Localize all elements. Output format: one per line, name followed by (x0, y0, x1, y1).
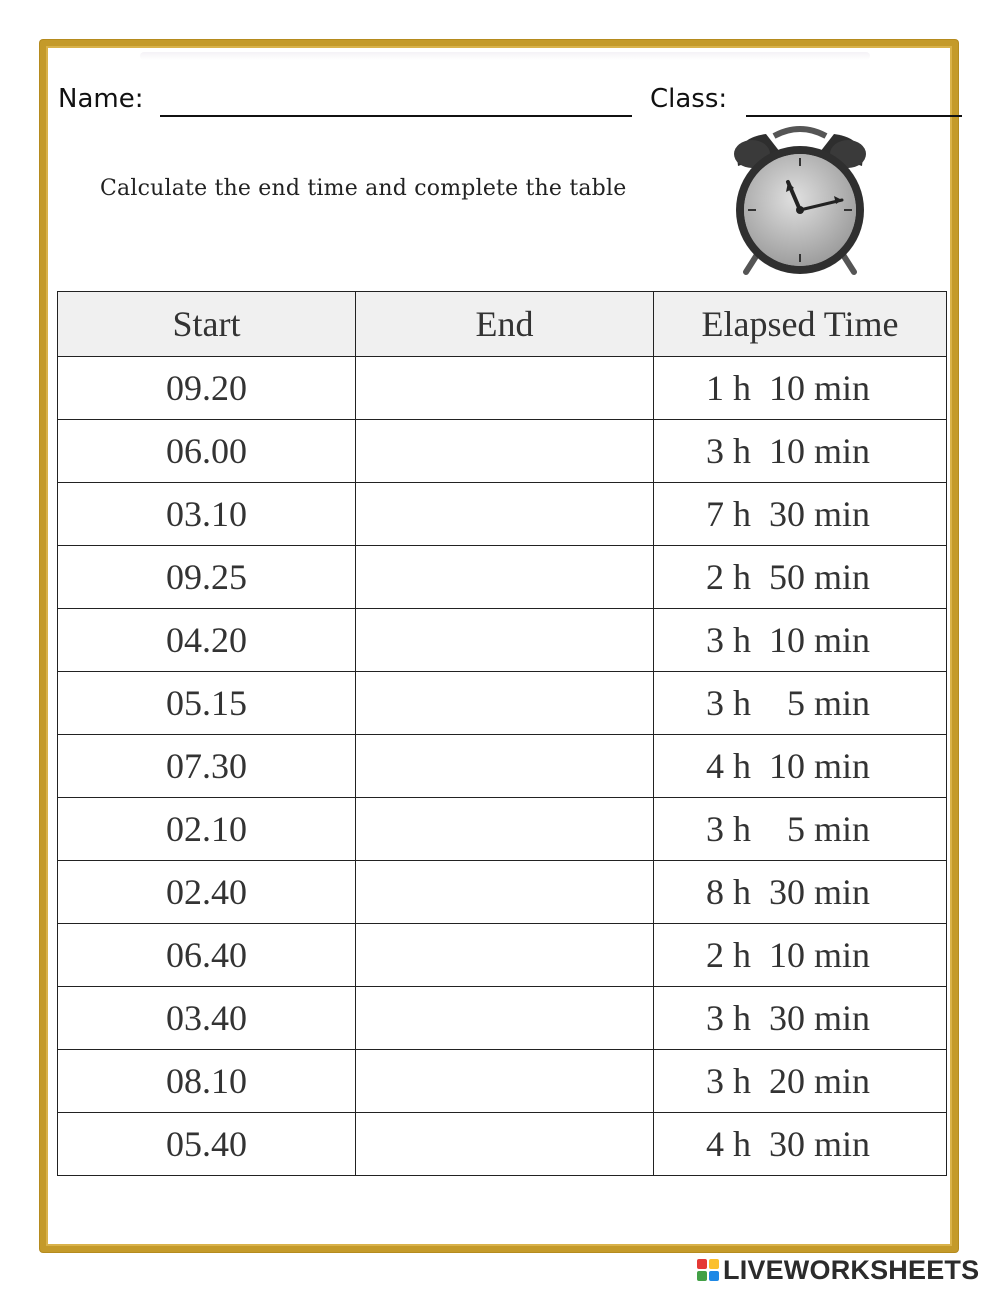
start-time-cell: 09.20 (58, 357, 356, 420)
table-row (58, 420, 947, 483)
column-header-end: End (356, 292, 654, 357)
liveworksheets-logo[interactable] (697, 1255, 979, 1285)
start-time-cell: 05.40 (58, 1113, 356, 1176)
elapsed-time-cell: 3 h 30 min (654, 987, 947, 1050)
brand-square (697, 1271, 707, 1281)
table-row (58, 987, 947, 1050)
start-time-cell: 02.10 (58, 798, 356, 861)
start-time-cell: 07.30 (58, 735, 356, 798)
table-row (58, 735, 947, 798)
start-time-cell: 05.15 (58, 672, 356, 735)
liveworksheets-wordmark: LIVEWORKSHEETS (723, 1254, 980, 1285)
end-time-answer-cell[interactable] (356, 924, 654, 987)
table-row (58, 861, 947, 924)
column-header-start: Start (58, 292, 356, 357)
elapsed-time-cell: 3 h 5 min (654, 672, 947, 735)
elapsed-time-cell: 4 h 30 min (654, 1113, 947, 1176)
start-time-cell: 04.20 (58, 609, 356, 672)
class-input-line[interactable] (746, 115, 962, 117)
elapsed-time-cell: 1 h 10 min (654, 357, 947, 420)
table-row (58, 798, 947, 861)
brand-square (697, 1259, 707, 1269)
elapsed-time-cell: 7 h 30 min (654, 483, 947, 546)
table-row (58, 1113, 947, 1176)
start-time-cell: 06.40 (58, 924, 356, 987)
table-row (58, 609, 947, 672)
instruction-text: Calculate the end time and complete the table (100, 176, 627, 201)
end-time-answer-cell[interactable] (356, 1113, 654, 1176)
end-time-answer-cell[interactable] (356, 798, 654, 861)
elapsed-time-cell: 3 h 5 min (654, 798, 947, 861)
class-label: Class: (650, 84, 728, 114)
table-row (58, 546, 947, 609)
end-time-answer-cell[interactable] (356, 483, 654, 546)
start-time-cell: 08.10 (58, 1050, 356, 1113)
elapsed-time-cell: 2 h 50 min (654, 546, 947, 609)
brand-square (709, 1271, 719, 1281)
end-time-answer-cell[interactable] (356, 357, 654, 420)
column-header-elapsed: Elapsed Time (654, 292, 947, 357)
start-time-cell: 09.25 (58, 546, 356, 609)
table-row (58, 483, 947, 546)
elapsed-time-cell: 4 h 10 min (654, 735, 947, 798)
elapsed-time-table (57, 291, 947, 1176)
elapsed-time-cell: 2 h 10 min (654, 924, 947, 987)
end-time-answer-cell[interactable] (356, 861, 654, 924)
top-strip (140, 52, 870, 60)
table-row (58, 357, 947, 420)
end-time-answer-cell[interactable] (356, 735, 654, 798)
end-time-answer-cell[interactable] (356, 672, 654, 735)
name-label: Name: (58, 84, 144, 114)
table-row (58, 1050, 947, 1113)
table-header-row (58, 292, 947, 357)
table-row (58, 924, 947, 987)
table-row (58, 672, 947, 735)
elapsed-time-cell: 3 h 10 min (654, 609, 947, 672)
end-time-answer-cell[interactable] (356, 420, 654, 483)
elapsed-time-cell: 3 h 10 min (654, 420, 947, 483)
name-input-line[interactable] (160, 115, 632, 117)
start-time-cell: 03.10 (58, 483, 356, 546)
start-time-cell: 02.40 (58, 861, 356, 924)
alarm-clock-icon (730, 122, 870, 280)
elapsed-time-cell: 8 h 30 min (654, 861, 947, 924)
liveworksheets-mark-icon (697, 1259, 719, 1281)
end-time-answer-cell[interactable] (356, 609, 654, 672)
end-time-answer-cell[interactable] (356, 987, 654, 1050)
brand-square (709, 1259, 719, 1269)
elapsed-time-cell: 3 h 20 min (654, 1050, 947, 1113)
end-time-answer-cell[interactable] (356, 546, 654, 609)
start-time-cell: 06.00 (58, 420, 356, 483)
end-time-answer-cell[interactable] (356, 1050, 654, 1113)
start-time-cell: 03.40 (58, 987, 356, 1050)
